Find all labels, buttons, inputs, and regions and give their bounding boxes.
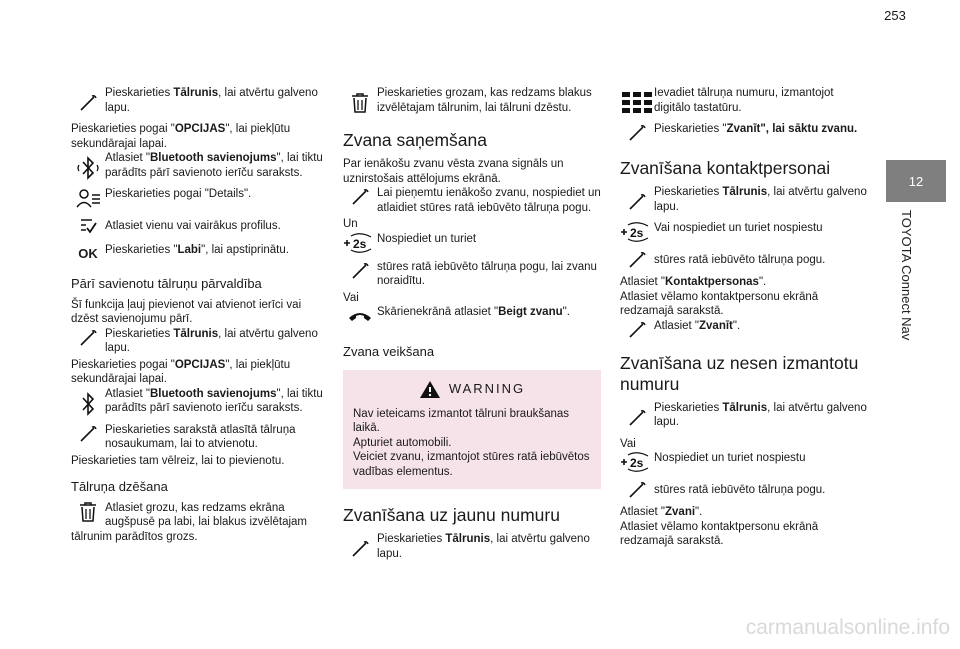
instruction-steering-button-2: stūres ratā iebūvēto tālruņa pogu. (620, 479, 872, 501)
text-and: Un (343, 218, 358, 230)
instruction-open-phone-5: Pieskarieties Tālrunis, lai atvērtu galveno lapu. (620, 401, 872, 435)
instruction-calls: Atlasiet "Zvani". (620, 506, 703, 518)
instruction-ok: OK Pieskarieties "Labi", lai apstiprinātu. (71, 243, 326, 265)
warning-text-3: Veiciet zvanu, izmantojot stūres ratā iebūvētos vadības elementus. (353, 451, 590, 478)
heading-recent-number: Zvanīšana uz nesen izmantotu numuru (620, 352, 859, 394)
heading-delete-phone: Tālruņa dzēšana (71, 479, 168, 494)
tap-icon (620, 401, 654, 435)
instruction-open-phone-4: Pieskarieties Tālrunis, lai atvērtu galveno lapu. (620, 185, 872, 219)
press-hold-2s-icon (620, 451, 654, 473)
keypad-icon (620, 86, 654, 120)
instruction-delete-phone: Pieskarieties grozam, kas redzams blakus izvēlētajam tālrunim, lai tālruni dzēstu. (343, 86, 601, 120)
instruction-select-contact-2: Atlasiet vēlamo kontaktpersonu ekrānā redzamajā sarakstā. (620, 520, 819, 547)
instruction-options-2: Pieskarieties pogai "OPCIJAS", lai piekļūtu sekundārajai lapai. (71, 358, 291, 385)
heading-call-contact: Zvanīšana kontaktpersonai (620, 158, 831, 178)
user-details-icon (71, 187, 105, 209)
instruction-options: Pieskarieties pogai "OPCIJAS", lai piekļūtu sekundārajai lapai. (71, 123, 291, 150)
paragraph-incoming: Par ienākošu zvanu vēsta zvana signāls un uznirstošais attēlojums ekrānā. (343, 158, 564, 185)
instruction-details: Pieskarieties pogai "Details". (71, 187, 326, 209)
tap-icon (71, 327, 105, 349)
tap-icon (343, 186, 377, 208)
heading-pair-management: Pārī savienotu tālruņu pārvaldība (71, 276, 262, 291)
checkbox-list-icon (71, 215, 105, 237)
chapter-tab: 12 (886, 160, 946, 202)
page-number: 253 (884, 8, 906, 23)
heading-make-call: Zvana veikšana (343, 344, 435, 359)
tap-icon (620, 249, 654, 271)
tap-icon (620, 122, 654, 144)
instruction-open-phone-2: Pieskarieties Tālrunis, lai atvērtu galveno lapu. (71, 327, 326, 356)
instruction-bluetooth: Atlasiet "Bluetooth savienojums", lai tiktu parādīts pārī savienoto ierīču saraksts. (71, 151, 326, 185)
instruction-contacts: Atlasiet "Kontaktpersonas". (620, 276, 767, 288)
text-or-2: Vai (620, 437, 636, 450)
warning-box (343, 370, 601, 490)
instruction-reconnect: Pieskarieties tam vēlreiz, lai to pievienotu. (71, 454, 285, 467)
column-3 (620, 86, 872, 549)
instruction-accept: Lai pieņemtu ienākošo zvanu, nospiediet un atlaidiet stūres ratā iebūvēto tālruņa pogu. (343, 186, 601, 215)
chapter-label: TOYOTA Connect Nav (899, 210, 914, 341)
bluetooth-icon (71, 151, 105, 185)
hang-up-icon (343, 305, 377, 327)
warning-title: WARNING (448, 380, 526, 396)
svg-text:2s: 2s (630, 226, 644, 240)
instruction-call: Pieskarieties "Zvanīt", lai sāktu zvanu. (620, 122, 872, 144)
instruction-press-hold: 2s Nospiediet un turiet (343, 232, 601, 254)
heading-new-number: Zvanīšana uz jaunu numuru (343, 505, 560, 525)
paragraph-pair-function: Šī funkcija ļauj pievienot vai atvienot ierīci vai dzēst savienojumu pārī. (71, 298, 302, 325)
instruction-reject: stūres ratā iebūvēto tālruņa pogu, lai zvanu noraidītu. (343, 260, 601, 289)
instruction-disconnect: Pieskarieties sarakstā atlasītā tālruņa nosaukumam, lai to atvienotu. (71, 423, 326, 452)
trash-icon (343, 86, 377, 120)
svg-text:2s: 2s (630, 456, 644, 470)
tap-icon (343, 532, 377, 566)
instruction-open-phone: Pieskarieties Tālrunis, lai atvērtu galveno lapu. (71, 86, 326, 120)
press-hold-2s-icon (620, 221, 654, 243)
heading-receive-call: Zvana saņemšana (343, 130, 487, 150)
instruction-press-hold-2: 2s Vai nospiediet un turiet nospiestu (620, 221, 872, 243)
watermark: carmanualsonline.info (745, 616, 950, 639)
tap-icon (620, 319, 654, 341)
svg-text:2s: 2s (353, 236, 367, 251)
tap-icon (71, 423, 105, 445)
chapter-label-container (898, 210, 918, 410)
ok-icon: OK (78, 245, 98, 261)
column-2 (343, 86, 601, 568)
tap-icon (620, 479, 654, 501)
instruction-bluetooth-2: Atlasiet "Bluetooth savienojums", lai tiktu parādīts pārī savienoto ierīču saraksts. (71, 387, 326, 421)
tap-icon (620, 185, 654, 219)
instruction-steering-button: stūres ratā iebūvēto tālruņa pogu. (620, 249, 872, 271)
instruction-keypad: Ievadiet tālruņa numuru, izmantojot digitālo tastatūru. (620, 86, 872, 120)
warning-text: Nav ieteicams izmantot tālruni braukšanas laikā. (353, 407, 570, 434)
instruction-select-contact: Atlasiet vēlamo kontaktpersonu ekrānā redzamajā sarakstā. (620, 290, 819, 317)
instruction-profiles: Atlasiet vienu vai vairākus profilus. (71, 215, 326, 237)
trash-icon (71, 501, 105, 523)
instruction-call-contact: Atlasiet "Zvanīt". (620, 319, 872, 341)
instruction-press-hold-3: 2s Nospiediet un turiet nospiestu (620, 451, 872, 473)
bluetooth-icon (71, 387, 105, 421)
instruction-end-call: Skārienekrānā atlasiet "Beigt zvanu". (343, 305, 601, 327)
warning-text-2: Apturiet automobili. (353, 436, 452, 449)
press-hold-2s-icon (343, 232, 377, 254)
warning-icon (419, 380, 441, 399)
instruction-select-trash: Atlasiet grozu, kas redzams ekrāna augšpusē pa labi, lai blakus izvēlētajam tālrunim parādītos grozs. (71, 501, 308, 543)
column-1 (71, 86, 326, 546)
tap-icon (71, 86, 105, 120)
text-or: Vai (343, 291, 359, 304)
tap-icon (343, 260, 377, 282)
instruction-open-phone-3: Pieskarieties Tālrunis, lai atvērtu galveno lapu. (343, 532, 601, 566)
